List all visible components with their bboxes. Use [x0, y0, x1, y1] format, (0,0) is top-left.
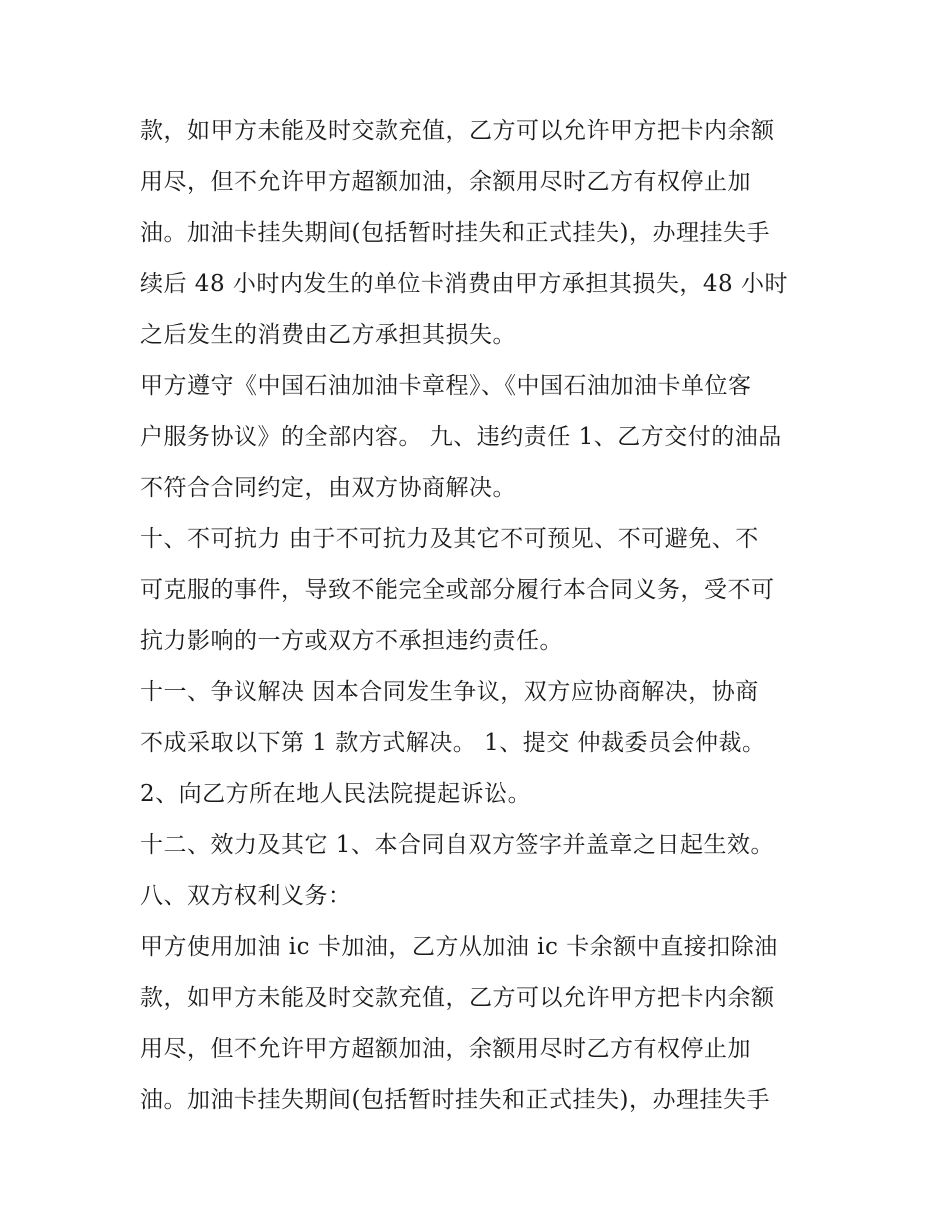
text-line: 油。加油卡挂失期间(包括暂时挂失和正式挂失)，办理挂失手 [140, 1087, 770, 1113]
text-line: 款，如甲方未能及时交款充值，乙方可以允许甲方把卡内余额 [140, 118, 775, 144]
text-line: 十、不可抗力 由于不可抗力及其它不可预见、不可避免、不 [140, 526, 759, 552]
text-line: 用尽，但不允许甲方超额加油，余额用尽时乙方有权停止加 [140, 1036, 751, 1062]
text-line: 油。加油卡挂失期间(包括暂时挂失和正式挂失)，办理挂失手 [140, 220, 770, 246]
text-line: 抗力影响的一方或双方不承担违约责任。 [140, 628, 563, 654]
text-line: 续后 48 小时内发生的单位卡消费由甲方承担其损失，48 小时 [140, 271, 788, 297]
text-line: 不成采取以下第 1 款方式解决。 1、提交 仲裁委员会仲裁。 [140, 730, 766, 756]
text-line: 不符合合同约定，由双方协商解决。 [140, 475, 516, 501]
text-line: 2、向乙方所在地人民法院提起诉讼。 [140, 781, 532, 807]
text-line: 甲方使用加油 ic 卡加油，乙方从加油 ic 卡余额中直接扣除油 [140, 934, 778, 960]
text-line: 款，如甲方未能及时交款充值，乙方可以允许甲方把卡内余额 [140, 985, 775, 1011]
document-body [140, 106, 820, 1126]
text-line: 甲方遵守《中国石油加油卡章程》、《中国石油加油卡单位客 [140, 373, 752, 399]
section-heading: 八、双方权利义务： [140, 883, 352, 909]
text-line: 户服务协议》的全部内容。 九、违约责任 1、乙方交付的油品 [140, 424, 782, 450]
text-line: 可克服的事件，导致不能完全或部分履行本合同义务，受不可 [140, 577, 775, 603]
text-line: 之后发生的消费由乙方承担其损失。 [140, 322, 516, 348]
text-line: 十二、效力及其它 1、本合同自双方签字并盖章之日起生效。 [140, 832, 774, 858]
text-line: 十一、争议解决 因本合同发生争议，双方应协商解决，协商 [140, 679, 759, 705]
text-line: 用尽，但不允许甲方超额加油，余额用尽时乙方有权停止加 [140, 169, 751, 195]
